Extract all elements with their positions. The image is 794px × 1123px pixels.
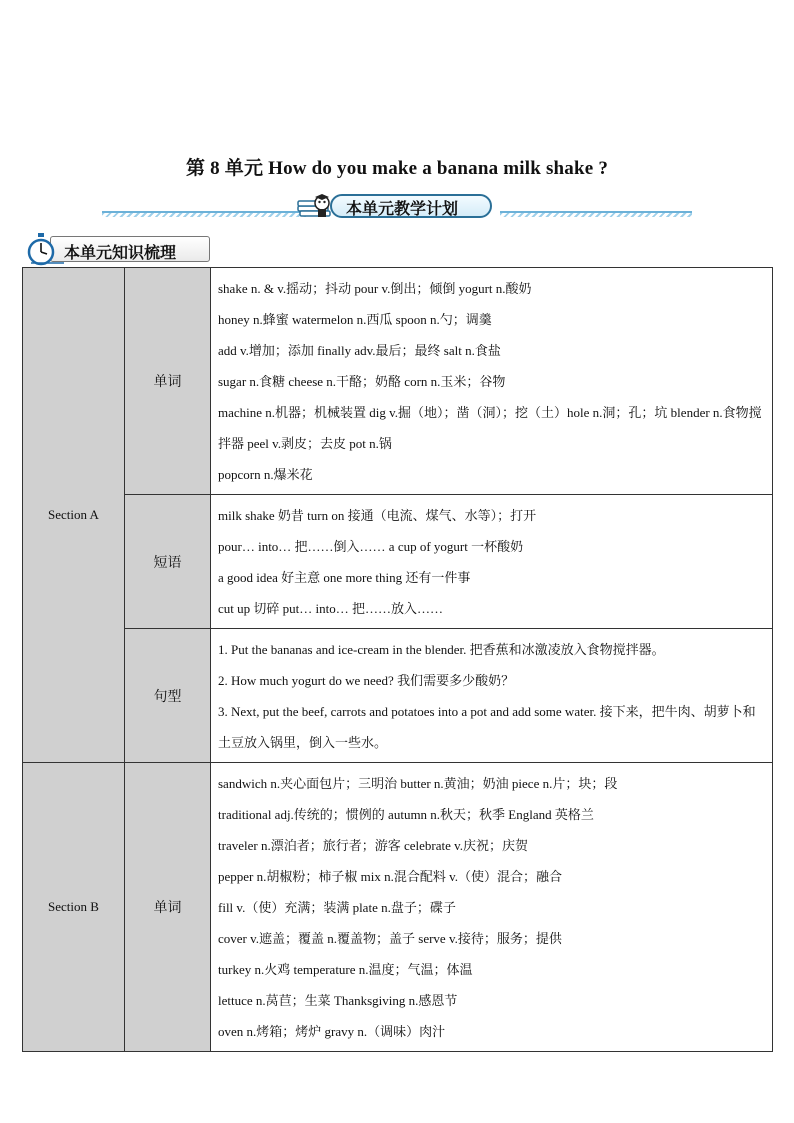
vocabulary-cell — [211, 268, 773, 495]
content-line: lettuce n.莴苣；生菜 Thanksgiving n.感恩节 — [218, 993, 458, 1008]
content-line: sandwich n.夹心面包片；三明治 butter n.黄油；奶油 piece n.片；块；段 — [218, 776, 618, 791]
content-line: pour… into… 把……倒入…… a cup of yogurt 一杯酸奶 — [218, 539, 524, 554]
content-line: shake n. & v.摇动；抖动 pour v.倒出；倾倒 yogurt n.酸奶 — [218, 281, 532, 296]
category-cell: 单词 — [125, 268, 211, 495]
content-line: traditional adj.传统的；惯例的 autumn n.秋天；秋季 England 英格兰 — [218, 807, 594, 822]
phrases-cell — [211, 495, 773, 629]
banner-divider-left — [102, 211, 307, 217]
teaching-plan-badge — [296, 192, 496, 220]
content-line: traveler n.漂泊者；旅行者；游客 celebrate v.庆祝；庆贺 — [218, 838, 529, 853]
knowledge-table — [22, 267, 773, 1052]
category-cell: 单词 — [125, 763, 211, 1052]
table-row — [23, 495, 773, 629]
teaching-plan-banner — [100, 189, 694, 225]
content-line: 3. Next, put the beef, carrots and potatoes into a pot and add some water. 接下来，把牛肉、胡萝卜和土豆放入锅里，倒入一些水。 — [218, 704, 756, 750]
content-line: milk shake 奶昔 turn on 接通（电流、煤气、水等）；打开 — [218, 508, 537, 523]
content-line: turkey n.火鸡 temperature n.温度；气温；体温 — [218, 962, 473, 977]
table-row — [23, 763, 773, 1052]
content-line: fill v.（使）充满；装满 plate n.盘子；碟子 — [218, 900, 456, 915]
content-line: sugar n.食糖 cheese n.干酪；奶酪 corn n.玉米；谷物 — [218, 374, 506, 389]
stopwatch-icon — [26, 232, 66, 266]
content-line: cover v.遮盖；覆盖 n.覆盖物；盖子 serve v.接待；服务；提供 — [218, 931, 562, 946]
knowledge-summary-banner — [26, 232, 216, 266]
vocabulary-cell — [211, 763, 773, 1052]
category-cell: 短语 — [125, 495, 211, 629]
section-a-cell: Section A — [23, 268, 125, 763]
content-line: 2. How much yogurt do we need? 我们需要多少酸奶？ — [218, 673, 515, 688]
page-title: 第 8 单元 How do you make a banana milk shake ? — [185, 158, 609, 179]
table-row — [23, 268, 773, 495]
sentences-cell — [211, 629, 773, 763]
teaching-plan-label: 本单元教学计划 — [346, 199, 459, 218]
content-line: a good idea 好主意 one more thing 还有一件事 — [218, 570, 471, 585]
content-line: machine n.机器；机械装置 dig v.掘（地）；凿（洞）；挖（土）hole n.洞；孔；坑 blender n.食物搅拌器 peel v.剥皮；去皮 pot n.锅 — [218, 405, 762, 451]
content-line: cut up 切碎 put… into… 把……放入…… — [218, 601, 443, 616]
table-row — [23, 629, 773, 763]
content-line: 1. Put the bananas and ice-cream in the blender. 把香蕉和冰激凌放入食物搅拌器。 — [218, 642, 665, 657]
knowledge-summary-label: 本单元知识梳理 — [64, 243, 177, 262]
content-line: popcorn n.爆米花 — [218, 467, 313, 482]
banner-divider-right — [500, 211, 692, 217]
content-line: add v.增加；添加 finally adv.最后；最终 salt n.食盐 — [218, 343, 501, 358]
content-line: pepper n.胡椒粉；柿子椒 mix n.混合配料 v.（使）混合；融合 — [218, 869, 562, 884]
books-teacher-icon — [296, 192, 340, 220]
content-line: oven n.烤箱；烤炉 gravy n.（调味）肉汁 — [218, 1024, 446, 1039]
content-line: honey n.蜂蜜 watermelon n.西瓜 spoon n.勺；调羹 — [218, 312, 492, 327]
category-cell: 句型 — [125, 629, 211, 763]
section-b-cell: Section B — [23, 763, 125, 1052]
